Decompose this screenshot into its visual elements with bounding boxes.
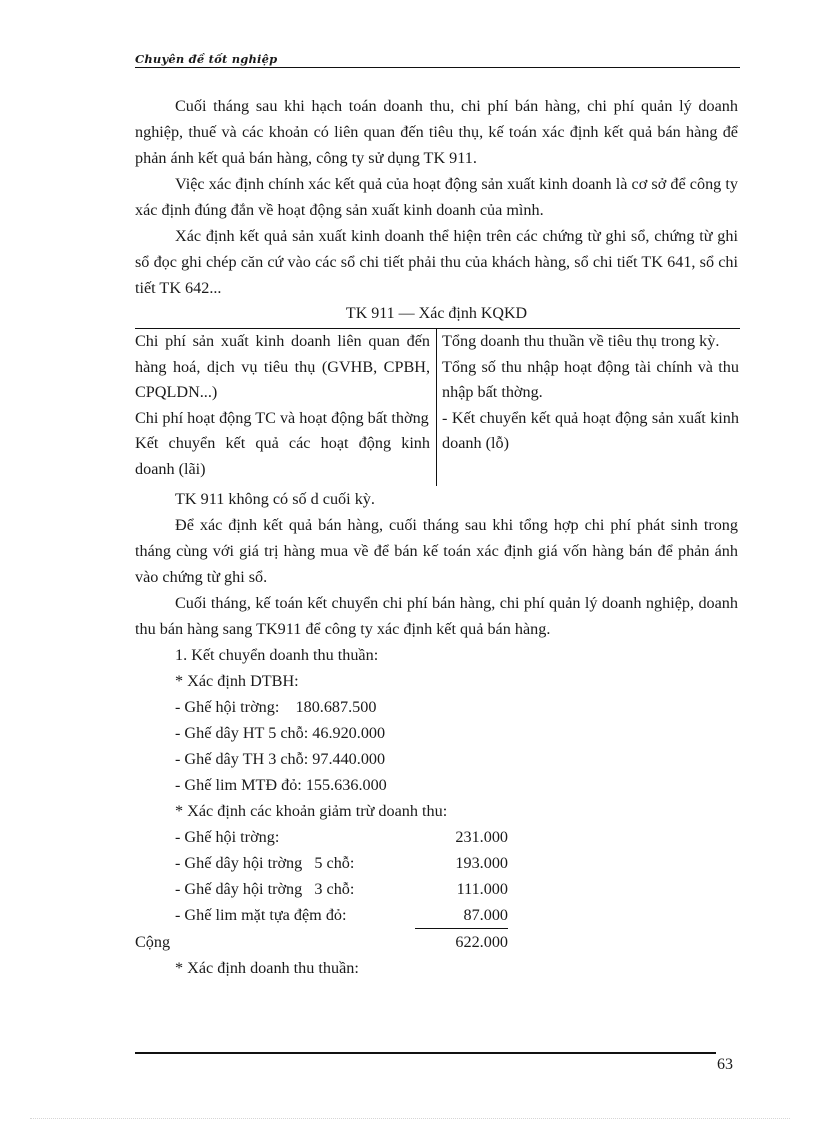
list-heading: 1. Kết chuyển doanh thu thuần:	[175, 646, 379, 664]
t-account-debit	[135, 329, 437, 486]
paragraph: Việc xác định chính xác kết quả của hoạt động sản xuất kinh doanh là cơ sở để công ty xác định đúng đắn về hoạt động sản xuất kinh doanh của mình.	[135, 175, 738, 219]
total-amount: 622.000	[455, 933, 508, 951]
page-edge-divider	[30, 1118, 790, 1119]
deduction-amount: 87.000	[415, 902, 508, 929]
deduction-row	[175, 850, 738, 876]
calculation-list	[135, 642, 738, 981]
debit-entry: Chi phí hoạt động TC và hoạt động bất thờng	[135, 408, 429, 427]
footer-rule	[135, 1052, 716, 1054]
list-heading: * Xác định DTBH:	[175, 672, 299, 690]
page-header	[135, 50, 740, 68]
deduction-label: - Ghế dây hội trờng 3 chỗ:	[175, 880, 355, 898]
deduction-amount: 193.000	[455, 854, 508, 872]
revenue-item: - Ghế hội trờng: 180.687.500	[175, 698, 377, 716]
document-body	[135, 93, 738, 981]
list-heading: * Xác định các khoản giảm trừ doanh thu:	[175, 802, 448, 820]
deduction-label: - Ghế lim mặt tựa đệm đỏ:	[175, 906, 347, 924]
paragraph: TK 911 không có số d cuối kỳ.	[175, 490, 375, 508]
credit-entry: Tổng số thu nhập hoạt động tài chính và thu nhập bất thờng.	[442, 357, 739, 401]
revenue-item: - Ghế lim MTĐ đỏ: 155.636.000	[175, 776, 387, 794]
deduction-row	[175, 824, 738, 850]
revenue-item: - Ghế dây HT 5 chỗ: 46.920.000	[175, 724, 386, 742]
total-row	[135, 929, 738, 955]
debit-entry: Kết chuyển kết quả các hoạt động kinh doanh (lãi)	[135, 434, 430, 478]
page-number: 63	[717, 1056, 733, 1073]
debit-entry: Chi phí sản xuất kinh doanh liên quan đến hàng hoá, dịch vụ tiêu thụ (GVHB, CPBH, CPQLDN...)	[135, 332, 430, 401]
t-account	[135, 328, 740, 486]
t-account-title: TK 911 — Xác định KQKD	[345, 305, 528, 322]
deduction-label: - Ghế hội trờng:	[175, 828, 280, 846]
list-heading: * Xác định doanh thu thuần:	[175, 959, 359, 977]
paragraph: Cuối tháng sau khi hạch toán doanh thu, chi phí bán hàng, chi phí quản lý doanh nghiệp, thuế và các khoản có liên quan đến tiêu thụ, kế toán xác định kết quả bán hàng để phản ánh kết quả bán hàng, công ty sử dụng TK 911.	[135, 97, 738, 167]
deduction-amount: 231.000	[455, 828, 508, 846]
revenue-item: - Ghế dây TH 3 chỗ: 97.440.000	[175, 750, 386, 768]
deduction-label: - Ghế dây hội trờng 5 chỗ:	[175, 854, 355, 872]
credit-entry: Tổng doanh thu thuần về tiêu thụ trong kỳ.	[442, 332, 720, 350]
credit-entry: - Kết chuyển kết quả hoạt động sản xuất kinh doanh (lỗ)	[442, 408, 739, 452]
deduction-row	[175, 876, 738, 902]
deduction-amount: 111.000	[456, 880, 508, 898]
t-account-credit	[437, 329, 739, 486]
deduction-row	[175, 902, 738, 929]
paragraph: Xác định kết quả sản xuất kinh doanh thể hiện trên các chứng từ ghi sổ, chứng từ ghi sổ đọc ghi chép căn cứ vào các sổ chi tiết phải thu của khách hàng, sổ chi tiết TK 641, sổ chi tiết TK 642...	[135, 227, 738, 297]
total-label: Cộng	[135, 933, 171, 951]
paragraph: Cuối tháng, kế toán kết chuyển chi phí bán hàng, chi phí quản lý doanh nghiệp, doanh thu bán hàng sang TK911 để công ty xác định kết quả bán hàng.	[135, 594, 738, 638]
header-title: Chuyên đề tốt nghiệp	[135, 52, 278, 66]
paragraph: Để xác định kết quả bán hàng, cuối tháng sau khi tổng hợp chi phí phát sinh trong tháng cùng với giá trị hàng mua về để bán kế toán xác định giá vốn hàng bán để phản ánh vào chứng từ ghi sổ.	[135, 516, 738, 586]
